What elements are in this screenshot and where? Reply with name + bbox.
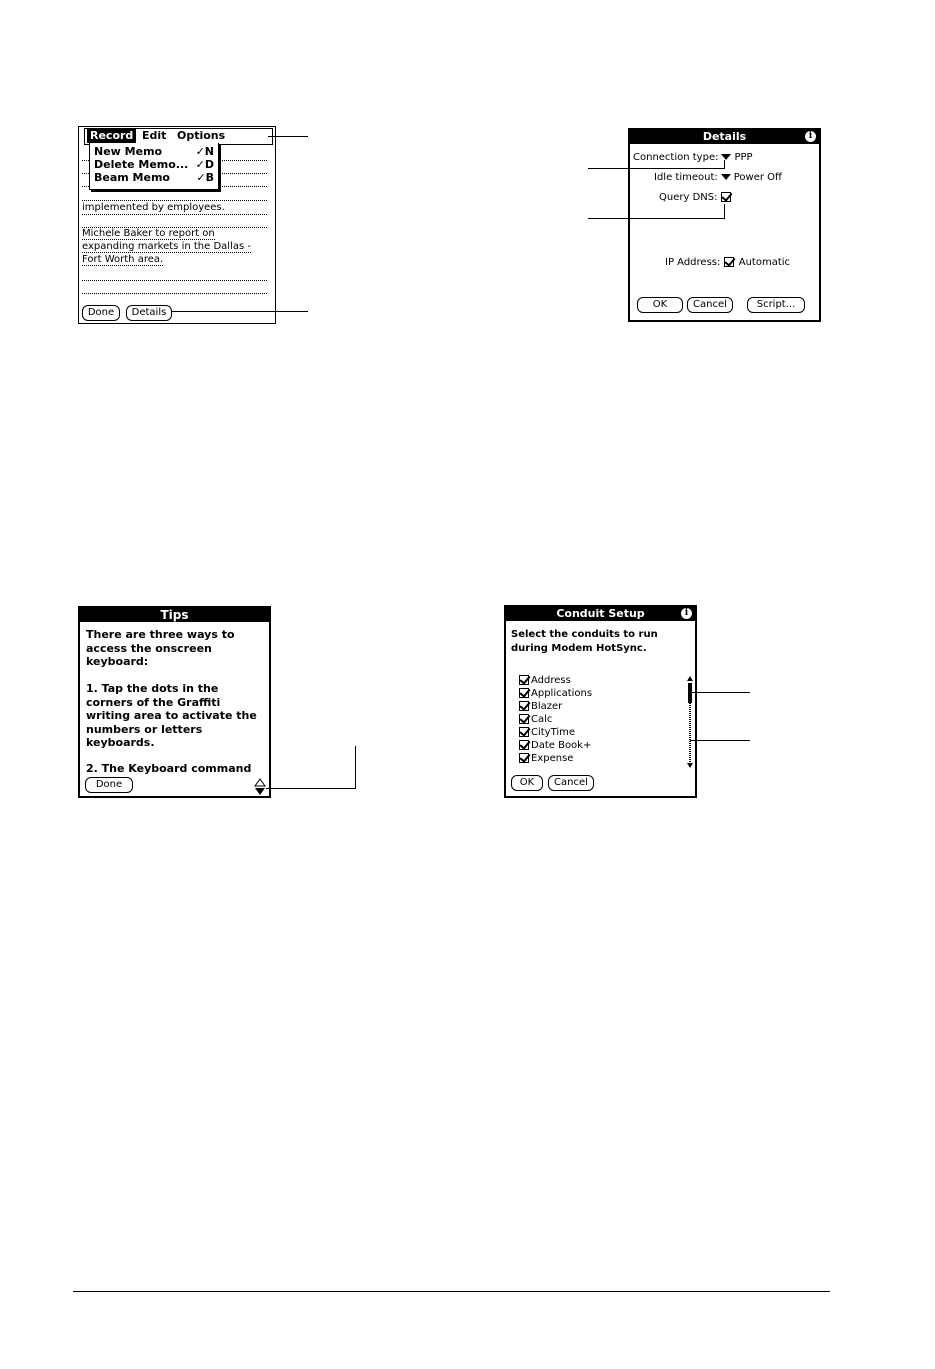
menu-item-shortcut: ✓D	[195, 158, 214, 171]
tips-screen	[78, 606, 271, 798]
tips-title-text: Tips	[160, 608, 189, 622]
checkbox[interactable]	[519, 688, 529, 698]
query-dns-row	[659, 192, 733, 203]
checkbox[interactable]	[519, 714, 529, 724]
callout-line-dns	[588, 218, 725, 219]
memo-text-line: Michele Baker to report on	[82, 228, 215, 239]
menu-item-new-memo[interactable]	[94, 145, 214, 158]
details-dialog	[628, 128, 821, 322]
callout-line-dns-vert	[724, 204, 725, 219]
dropdown-arrow-icon[interactable]	[721, 154, 731, 160]
conduit-instruction: Select the conduits to run during Modem HotSync.	[511, 629, 658, 654]
menu-record[interactable]: Record	[87, 129, 136, 143]
query-dns-checkbox[interactable]	[721, 192, 731, 202]
page-footer-rule	[73, 1291, 830, 1292]
menu-item-shortcut: ✓N	[195, 145, 214, 158]
memo-text-line: implemented by employees.	[82, 202, 225, 213]
menu-item-label: New Memo	[94, 145, 163, 158]
connection-type-value[interactable]: PPP	[734, 152, 753, 163]
dialog-title-text: Details	[702, 130, 747, 143]
record-menu	[89, 143, 219, 190]
info-icon[interactable]: i	[805, 131, 816, 142]
conduit-title	[506, 607, 695, 621]
ip-address-checkbox[interactable]	[724, 257, 734, 267]
info-icon[interactable]: i	[681, 608, 692, 619]
ok-button[interactable]: OK	[511, 775, 543, 791]
conduit-item[interactable]	[519, 752, 669, 765]
idle-timeout-label: Idle timeout:	[654, 172, 718, 183]
script-button[interactable]: Script...	[747, 297, 805, 313]
callout-line-details	[172, 311, 308, 312]
conduit-item[interactable]	[519, 674, 669, 687]
callout-line-scroll-bar	[690, 740, 750, 741]
cancel-button[interactable]: Cancel	[687, 297, 733, 313]
conduit-title-text: Conduit Setup	[556, 607, 645, 620]
memo-text-line: Fort Worth area.	[82, 254, 164, 265]
conduit-item[interactable]	[519, 739, 669, 752]
conduit-item[interactable]	[519, 700, 669, 713]
conduit-item-label: Calc	[531, 714, 553, 725]
conduit-item-label: Address	[531, 675, 571, 686]
callout-line-scroll-vert	[355, 746, 356, 789]
conduit-item-label: Blazer	[531, 701, 563, 712]
idle-timeout-value[interactable]: Power Off	[733, 172, 782, 183]
menu-item-shortcut: ✓B	[196, 171, 214, 184]
dropdown-arrow-icon[interactable]	[721, 174, 731, 180]
menu-options[interactable]: Options	[177, 129, 226, 142]
callout-line-connection	[588, 168, 725, 169]
tips-title	[80, 608, 269, 622]
checkbox[interactable]	[519, 701, 529, 711]
conduit-item-label: Date Book+	[531, 740, 592, 751]
tips-paragraph: There are three ways to access the onscreen keyboard:	[86, 628, 235, 668]
done-button[interactable]: Done	[82, 305, 120, 321]
cancel-button[interactable]: Cancel	[548, 775, 594, 791]
memo-line	[82, 280, 267, 281]
memo-screen	[78, 126, 276, 324]
conduit-item[interactable]	[519, 687, 669, 700]
menu-item-delete-memo[interactable]	[94, 158, 214, 171]
ok-button[interactable]: OK	[637, 297, 683, 313]
callout-line-scroll-thumb	[690, 692, 750, 693]
memo-line	[82, 293, 267, 294]
conduit-item-label: Expense	[531, 753, 574, 764]
memo-line	[82, 200, 267, 201]
tips-paragraph: 2. The Keyboard command	[86, 762, 252, 775]
connection-type-row	[633, 152, 753, 163]
checkbox[interactable]	[519, 740, 529, 750]
menu-item-beam-memo[interactable]	[94, 171, 214, 184]
tips-paragraph: 1. Tap the dots in the corners of the Graffiti writing area to activate the numbers or letters keyboards.	[86, 682, 257, 749]
ip-address-value: Automatic	[738, 257, 791, 268]
menu-edit[interactable]: Edit	[142, 129, 167, 142]
memo-line	[82, 214, 267, 215]
ip-address-row	[665, 257, 790, 268]
tips-done-button[interactable]: Done	[85, 777, 133, 793]
callout-line-scroll	[266, 788, 356, 789]
menu-item-label: Beam Memo	[94, 171, 170, 184]
conduit-setup-screen	[504, 605, 697, 798]
callout-line-connection-vert	[724, 160, 725, 169]
checkbox[interactable]	[519, 753, 529, 763]
conduit-list	[519, 674, 669, 765]
scrollbar[interactable]	[687, 676, 693, 768]
checkbox[interactable]	[519, 727, 529, 737]
conduit-item[interactable]	[519, 726, 669, 739]
conduit-item-label: CityTime	[531, 727, 576, 738]
query-dns-label: Query DNS:	[659, 192, 718, 203]
callout-line-menu	[268, 136, 308, 137]
details-button[interactable]: Details	[126, 305, 172, 321]
checkbox[interactable]	[519, 675, 529, 685]
dialog-title	[630, 130, 819, 144]
conduit-item[interactable]	[519, 713, 669, 726]
idle-timeout-row	[654, 172, 782, 183]
menu-item-label: Delete Memo...	[94, 158, 189, 171]
ip-address-label: IP Address:	[665, 257, 721, 268]
conduit-item-label: Applications	[531, 688, 593, 699]
scroll-arrows-icon[interactable]	[254, 778, 266, 796]
memo-text-line: expanding markets in the Dallas -	[82, 241, 251, 252]
connection-type-label: Connection type:	[633, 152, 719, 163]
